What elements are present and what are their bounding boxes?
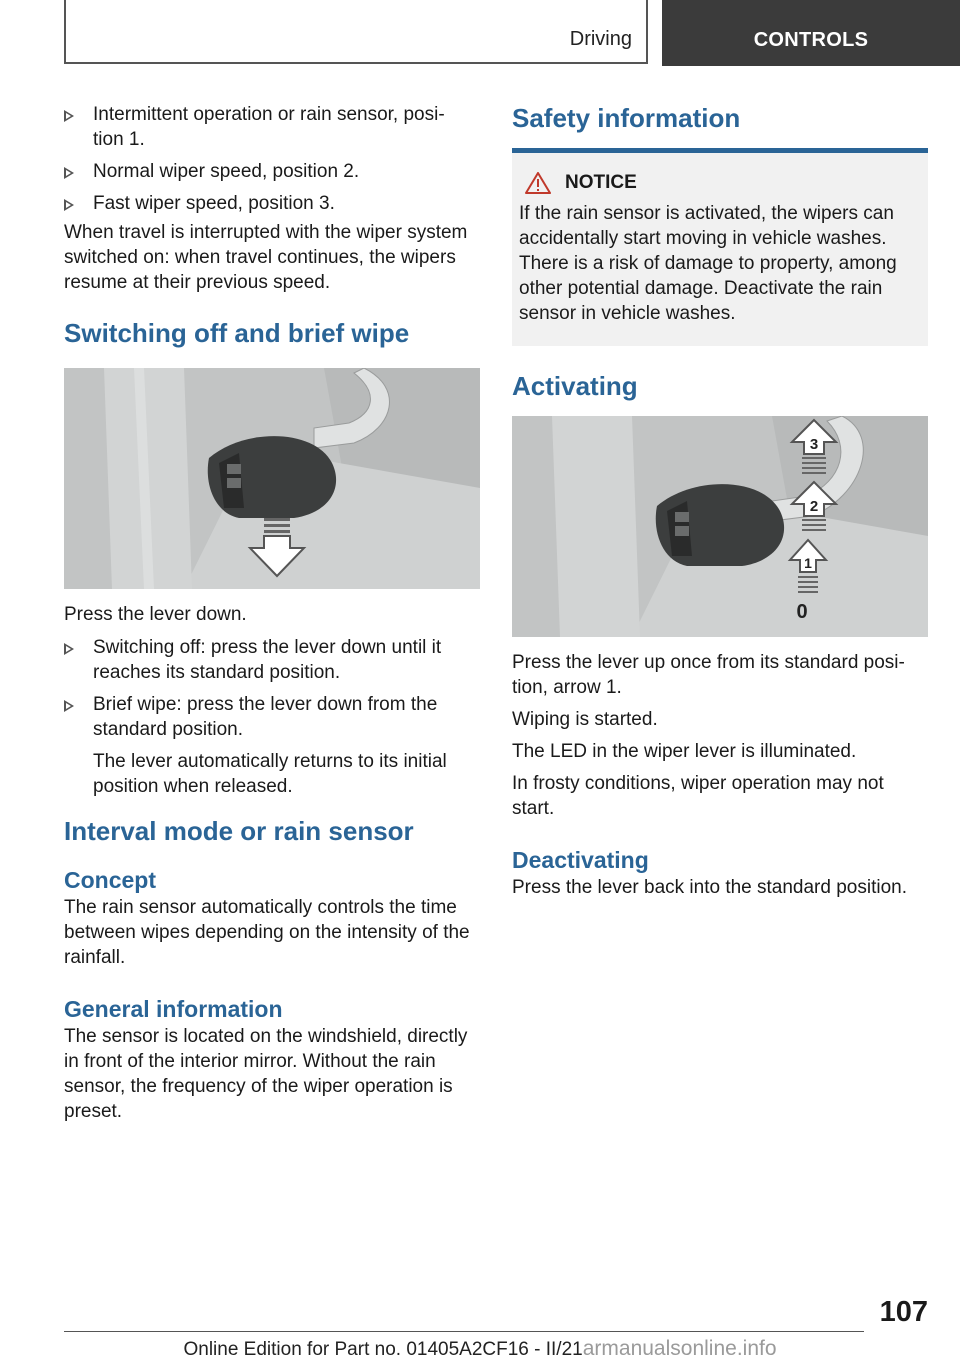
page-header (0, 0, 960, 66)
led-illuminated-text: The LED in the wiper lever is illuminated. (512, 741, 857, 762)
deactivating-text: Press the lever back into the standard position. (512, 877, 908, 898)
left-column (64, 102, 480, 1124)
bullet-triangle-icon (64, 700, 74, 712)
frosty-conditions-text: In frosty conditions, wiper operation may not start. (512, 773, 884, 819)
brief-wipe-note: The lever automatically returns to its initial position when released. (93, 751, 447, 797)
list-item: Normal wiper speed, position 2. (64, 159, 480, 184)
notice-box (512, 153, 928, 346)
position-1-label: 1 (804, 555, 812, 571)
bullet-triangle-icon (64, 110, 74, 122)
wiper-speed-list (64, 102, 480, 216)
watermark-text: armanualsonline.info (582, 1337, 777, 1360)
notice-text: If the rain sensor is activated, the wipers can accidentally start moving in vehicle washes. There is a risk of damage to property, among other potential damage. Deactivate the rain sensor in vehicle washes. (519, 203, 897, 324)
right-column (512, 102, 928, 900)
header-chapter-tab (662, 0, 960, 66)
footer-rule (64, 1331, 864, 1332)
press-down-text: Press the lever down. (64, 604, 247, 625)
header-section-box (64, 0, 648, 64)
list-item: Brief wipe: press the lever down from the standard position. The lever automatically returns to its initial position when released. (64, 692, 480, 799)
list-item: Intermittent operation or rain sensor, posi‐ tion 1. (64, 102, 480, 152)
bullet-triangle-icon (64, 167, 74, 179)
position-2-label: 2 (809, 498, 819, 515)
travel-interrupted-text: When travel is interrupted with the wiper system switched on: when travel continues, the wipers resume at their previous speed. (64, 222, 468, 293)
concept-text: The rain sensor automatically controls the time between wipes depending on the intensity of the rainfall. (64, 897, 470, 968)
press-up-text: Press the lever up once from its standard posi‐ tion, arrow 1. (512, 652, 905, 698)
position-3-label: 3 (809, 436, 819, 453)
switching-off-heading: Switching off and brief wipe (64, 318, 410, 348)
footer-edition: Online Edition for Part no. 01405A2CF16 - II/21armanualsonline.info (183, 1337, 777, 1360)
deactivating-heading: Deactivating (512, 847, 649, 873)
general-information-text: The sensor is located on the windshield, directly in front of the interior mirror. Without the rain sensor, the frequency of the wiper operation is preset. (64, 1026, 468, 1122)
general-information-heading: General information (64, 996, 283, 1022)
list-item: Fast wiper speed, position 3. (64, 191, 480, 216)
wiping-started-text: Wiping is started. (512, 709, 658, 730)
concept-heading: Concept (64, 867, 156, 893)
lever-down-figure (64, 368, 480, 589)
lever-up-illustration (512, 416, 928, 637)
warning-triangle-icon (525, 172, 551, 194)
lever-up-figure (512, 416, 928, 637)
lever-down-illustration (64, 368, 480, 589)
header-section-title: Driving (569, 28, 632, 50)
header-chapter-title: CONTROLS (753, 29, 869, 51)
interval-mode-heading: Interval mode or rain sensor (64, 816, 414, 846)
page-number: 107 (879, 1296, 928, 1328)
list-item: Switching off: press the lever down until it reaches its standard position. (64, 635, 480, 685)
bullet-triangle-icon (64, 199, 74, 211)
switch-off-list (64, 635, 480, 799)
bullet-triangle-icon (64, 643, 74, 655)
activating-heading: Activating (512, 371, 638, 401)
notice-title: NOTICE (565, 172, 637, 193)
position-0-label: 0 (796, 601, 808, 623)
notice-header (519, 171, 920, 195)
safety-information-heading: Safety information (512, 103, 741, 133)
